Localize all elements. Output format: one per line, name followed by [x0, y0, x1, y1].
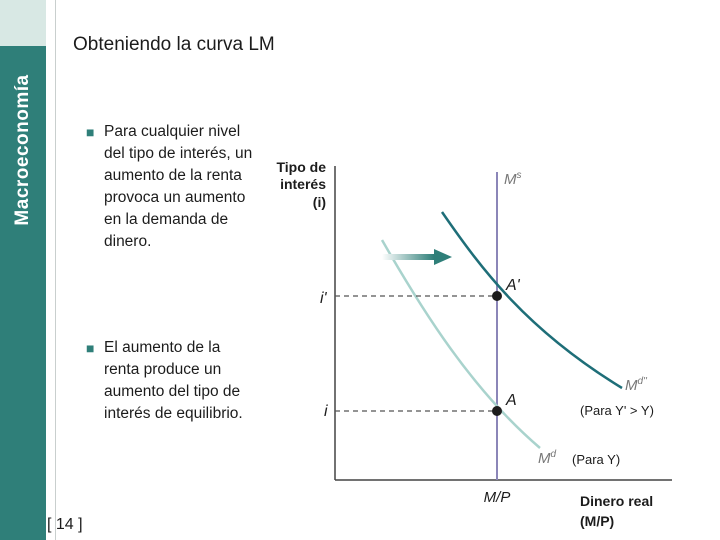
sidebar-divider: [55, 0, 56, 540]
bullet-marker-icon: ■: [86, 124, 95, 140]
supply-curve-label: $M^s$: [504, 170, 522, 188]
demand-note-y: (Para Y): [572, 452, 621, 467]
money-demand-curve-y: [382, 240, 540, 448]
bullet-item-1: [86, 121, 256, 253]
demand-curve-label-y: $M^d$: [538, 449, 557, 467]
money-market-diagram: [262, 150, 682, 540]
demand-note-y-prime: (Para Y' > Y): [580, 403, 654, 418]
bullet-text-2: El aumento de la renta produce un aumento del tipo de interés de equilibrio.: [104, 339, 243, 422]
sidebar: [0, 0, 46, 540]
sidebar-title: Macroeconomía: [12, 74, 33, 226]
x-axis-label-line-2: (M/P): [580, 513, 615, 529]
bullet-item-2: [86, 337, 256, 425]
equilibrium-point-a-prime: [492, 291, 502, 301]
equilibrium-point-a: [492, 406, 502, 416]
money-demand-curve-y-prime: [442, 212, 622, 388]
slide-number: [ 14 ]: [47, 516, 83, 533]
demand-curve-label-y-prime: $M^{d''}$: [625, 376, 647, 394]
bullet-marker-icon: ■: [86, 340, 95, 356]
x-axis-label-line-1: Dinero real: [580, 493, 654, 509]
y-axis-label-line-1: Tipo de: [276, 159, 326, 175]
point-a-prime-label: A': [506, 277, 520, 294]
y-axis-label-line-3: (i): [312, 194, 326, 210]
rate-i-prime-label: i': [320, 290, 327, 307]
shift-arrow-icon: [434, 249, 452, 265]
point-a-label: A: [506, 392, 517, 409]
x-tick-m-over-p: M/P: [483, 489, 511, 506]
page-title: Obteniendo la curva LM: [73, 34, 275, 55]
shift-arrow-body: [382, 254, 434, 260]
rate-i-label: i: [324, 403, 328, 420]
y-axis-label-line-2: interés: [280, 176, 326, 192]
sidebar-corner: [0, 0, 46, 46]
bullet-text-1: Para cualquier nivel del tipo de interés, un aumento de la renta provoca un aumento en la demanda de dinero.: [104, 123, 253, 250]
